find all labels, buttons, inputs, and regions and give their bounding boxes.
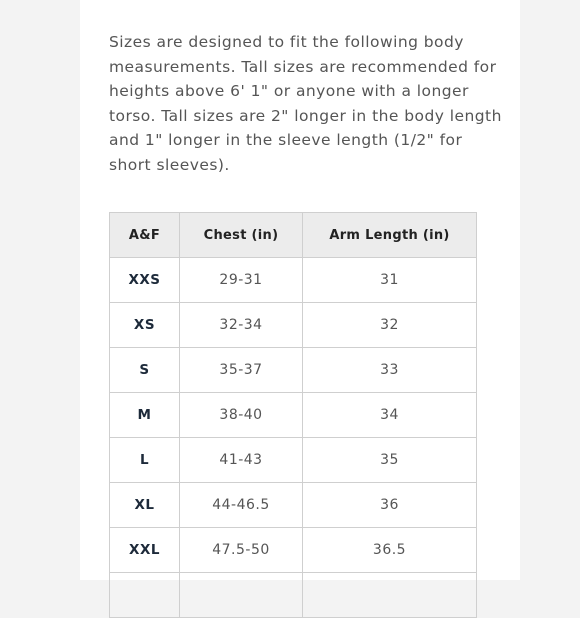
table-header-row [110, 213, 477, 258]
table-row [110, 303, 477, 348]
column-header-chest: Chest (in) [180, 213, 303, 258]
size-cell [110, 573, 180, 618]
arm-length-cell: 33 [303, 348, 477, 393]
size-chart-table [109, 212, 477, 618]
chest-cell: 47.5-50 [180, 528, 303, 573]
column-header-arm-length: Arm Length (in) [303, 213, 477, 258]
table-row [110, 528, 477, 573]
size-cell: XL [110, 483, 180, 528]
arm-length-cell: 35 [303, 438, 477, 483]
chest-cell: 35-37 [180, 348, 303, 393]
arm-length-cell: 32 [303, 303, 477, 348]
table-row [110, 348, 477, 393]
arm-length-cell: 36 [303, 483, 477, 528]
chest-cell [180, 573, 303, 618]
chest-cell: 44-46.5 [180, 483, 303, 528]
table-row [110, 438, 477, 483]
table-row [110, 483, 477, 528]
size-cell: L [110, 438, 180, 483]
table-row [110, 573, 477, 618]
size-cell: S [110, 348, 180, 393]
size-cell: XS [110, 303, 180, 348]
column-header-size: A&F [110, 213, 180, 258]
chest-cell: 41-43 [180, 438, 303, 483]
arm-length-cell: 31 [303, 258, 477, 303]
table-row [110, 393, 477, 438]
arm-length-cell: 36.5 [303, 528, 477, 573]
chest-cell: 29-31 [180, 258, 303, 303]
size-guide-intro: Sizes are designed to fit the following body measurements. Tall sizes are recommended for heights above 6' 1" or anyone with a longer torso. Tall sizes are 2" longer in the body length and 1" longer in the sleeve length (1/2" for short sleeves). [109, 33, 502, 174]
arm-length-cell: 34 [303, 393, 477, 438]
size-cell: XXS [110, 258, 180, 303]
arm-length-cell [303, 573, 477, 618]
table-row [110, 258, 477, 303]
size-cell: XXL [110, 528, 180, 573]
chest-cell: 38-40 [180, 393, 303, 438]
size-cell: M [110, 393, 180, 438]
chest-cell: 32-34 [180, 303, 303, 348]
